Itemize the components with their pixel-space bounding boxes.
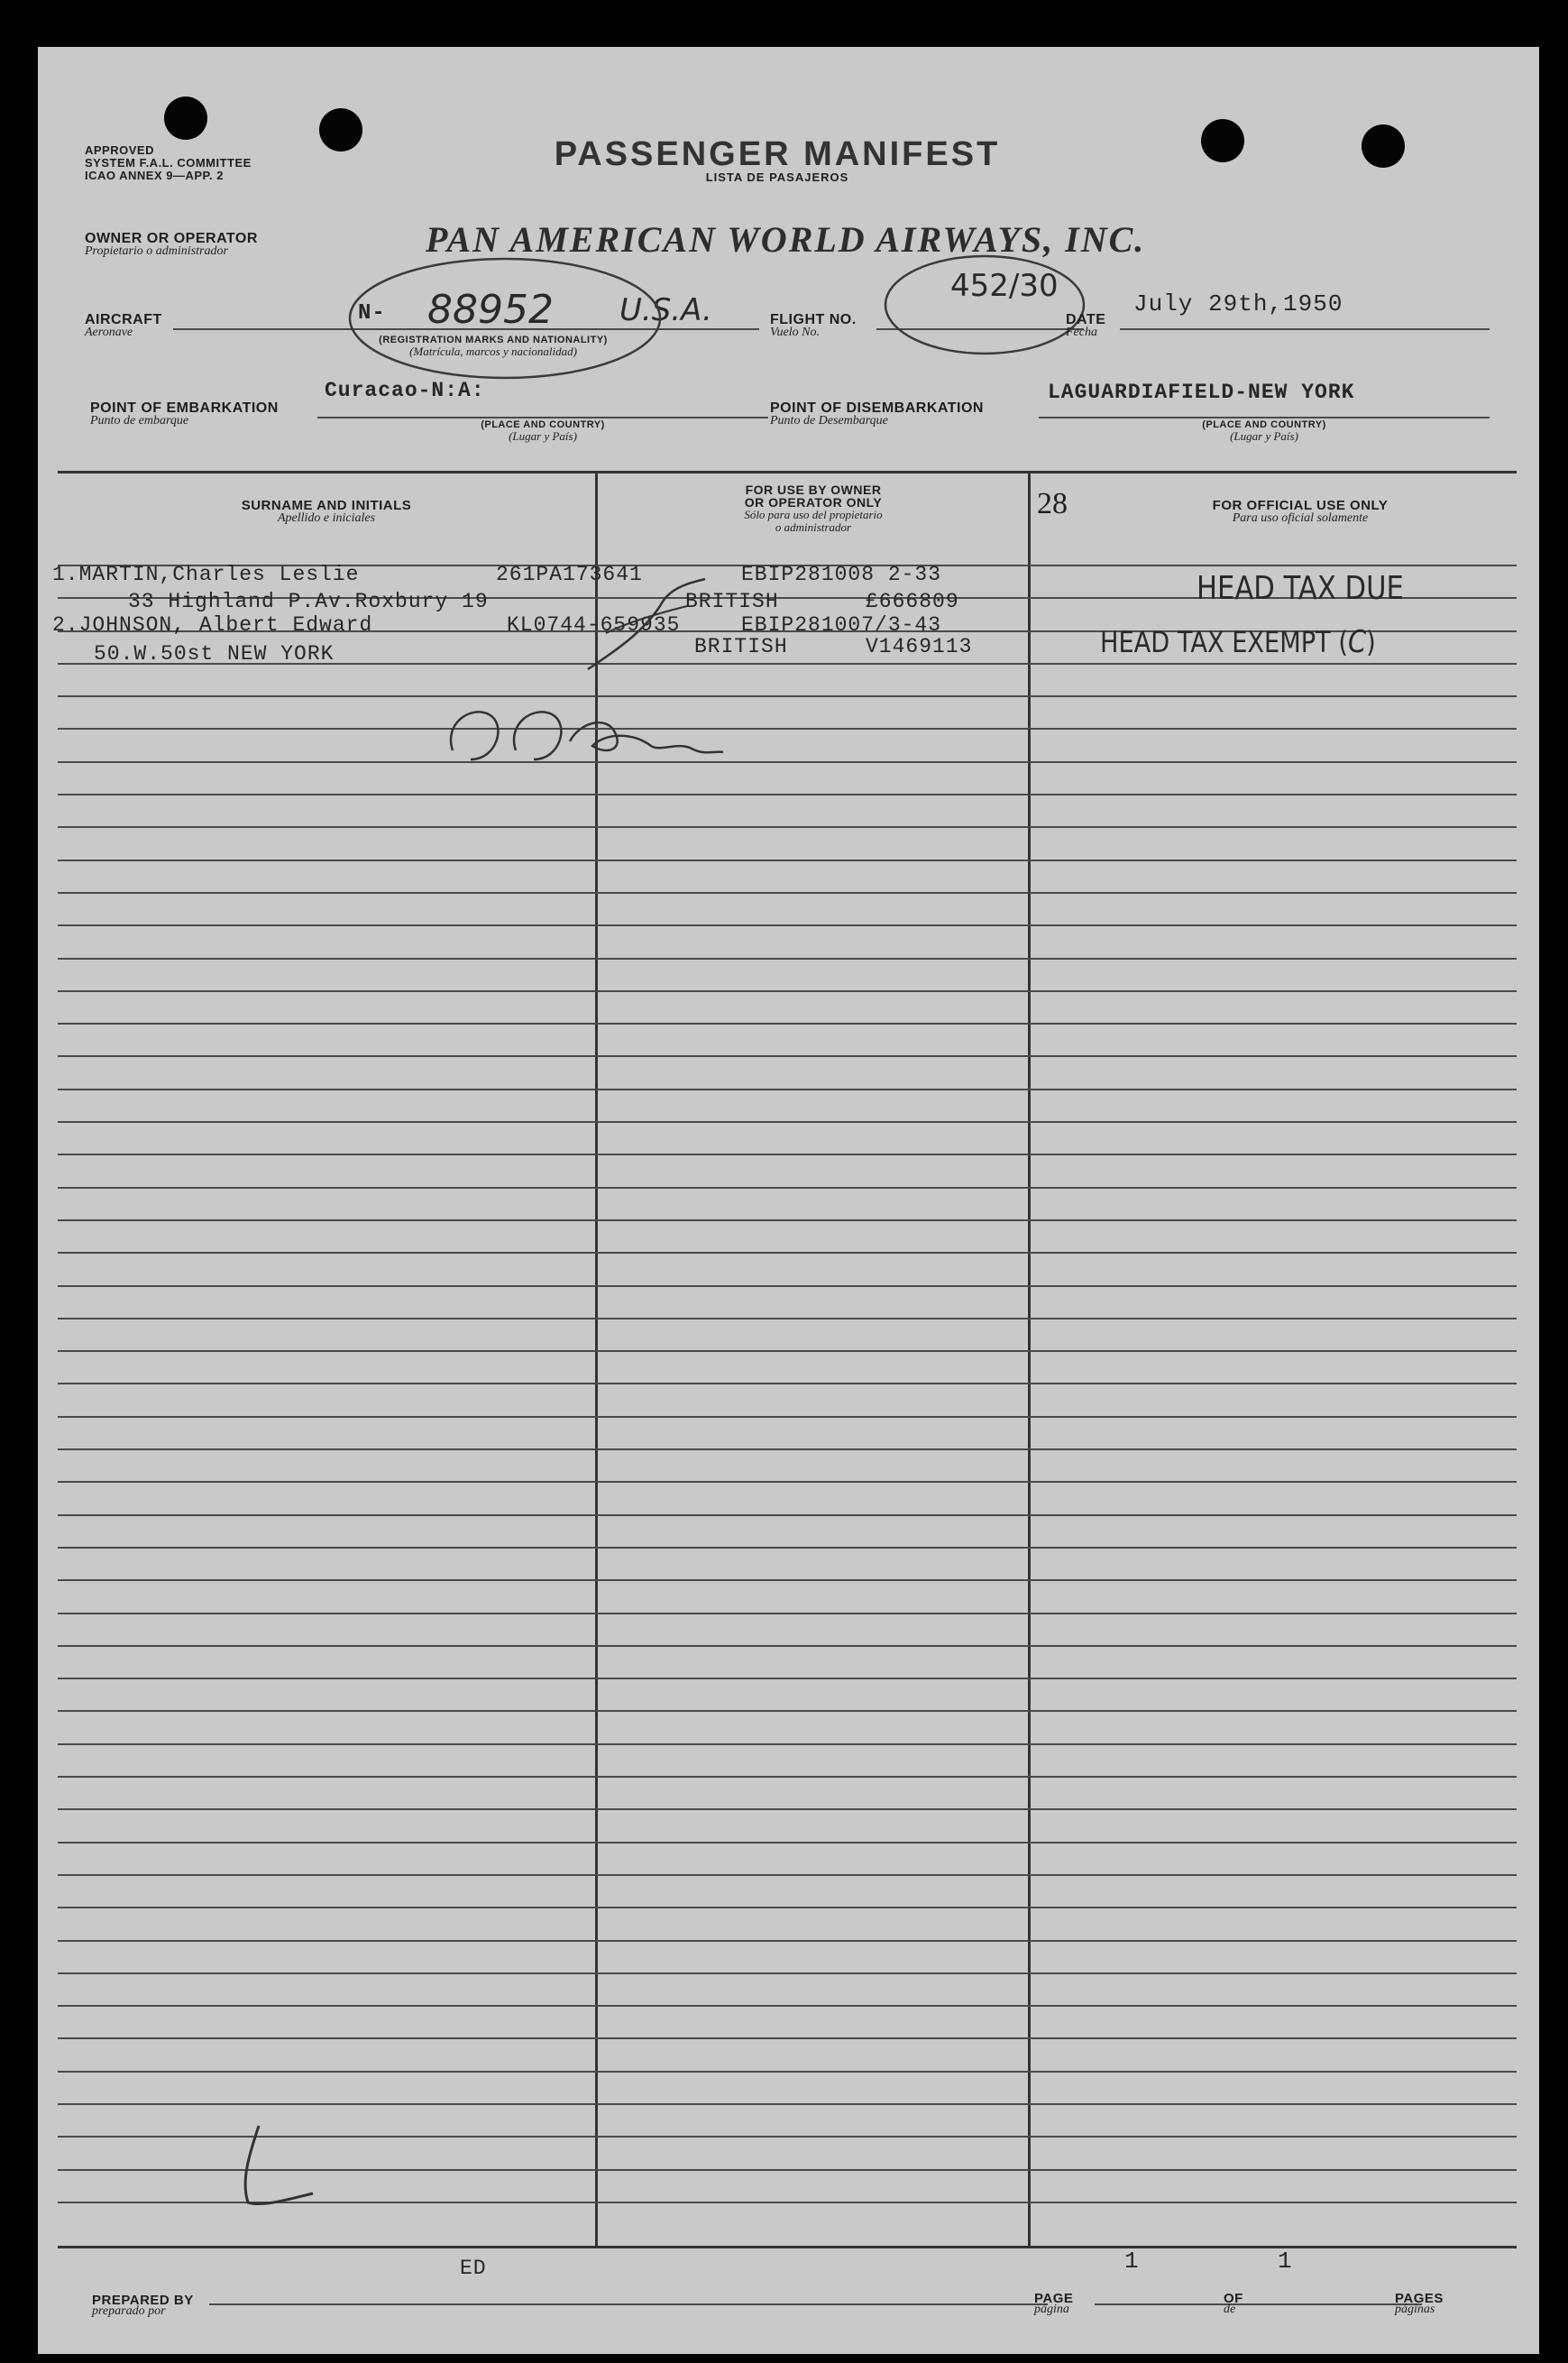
ruled-line xyxy=(58,990,1517,992)
ruled-line xyxy=(58,1219,1517,1221)
flight-circle xyxy=(881,251,1088,359)
prepared-by-underline xyxy=(209,2303,1048,2305)
pages-label-sub: páginas xyxy=(1395,2303,1435,2316)
surname-column-header xyxy=(74,498,579,526)
passenger-2-ticket: KL0744-659935 xyxy=(507,613,681,637)
column-divider-2 xyxy=(1028,473,1031,2246)
page-label: PAGE xyxy=(1034,2291,1074,2306)
ruled-line xyxy=(58,1350,1517,1352)
prepared-by-initials: ED xyxy=(460,2257,487,2280)
flight-label: FLIGHT NO. xyxy=(770,312,857,327)
embarkation-caption: (PLACE AND COUNTRY) xyxy=(481,419,605,430)
disembarkation-caption-sub: (Lugar y País) xyxy=(1230,429,1298,443)
official-column-header xyxy=(1102,498,1499,526)
pages-label-block xyxy=(1395,2291,1444,2317)
head-tax-exempt-stamp xyxy=(1100,624,1376,660)
official-column-number: 28 xyxy=(1037,487,1068,520)
of-label-block xyxy=(1224,2291,1243,2317)
owner-use-header-sub-1: Sólo para uso del propietario xyxy=(744,508,883,521)
punch-hole-left-1 xyxy=(164,97,207,140)
ruled-line xyxy=(58,1842,1517,1844)
ruled-line xyxy=(58,958,1517,960)
embarkation-caption-sub: (Lugar y País) xyxy=(509,429,577,443)
ruled-line xyxy=(58,1776,1517,1778)
head-tax-due-stamp: HEAD TAX DUE xyxy=(1197,570,1404,607)
passenger-2-nationality: BRITISH xyxy=(694,635,788,658)
ruled-line xyxy=(58,1187,1517,1189)
punch-hole-left-2 xyxy=(319,108,362,152)
title-block xyxy=(507,135,1048,184)
manifest-sheet xyxy=(38,47,1539,2354)
aircraft-label: AIRCRAFT xyxy=(85,312,162,327)
passenger-2-name: 2.JOHNSON, Albert Edward xyxy=(52,613,373,637)
passenger-2-address: 50.W.50st NEW YORK xyxy=(94,642,335,666)
ruled-line xyxy=(58,1023,1517,1025)
disembarkation-value: LAGUARDIAFIELD-NEW YORK xyxy=(1048,381,1355,404)
owner-value: PAN AMERICAN WORLD AIRWAYS, INC. xyxy=(426,219,1146,260)
disembarkation-caption-block xyxy=(1156,418,1372,444)
punch-hole-right-1 xyxy=(1201,119,1244,162)
ruled-line xyxy=(58,1383,1517,1384)
ruled-line xyxy=(58,1743,1517,1745)
prepared-by-label: PREPARED BY xyxy=(92,2293,194,2308)
page-label-sub: página xyxy=(1034,2303,1069,2316)
passenger-1-ticket: 261PA173641 xyxy=(496,563,643,586)
head-tax-exempt-mark: C xyxy=(1347,624,1367,660)
ruled-line xyxy=(58,1678,1517,1679)
ruled-line xyxy=(58,1252,1517,1254)
aircraft-caption-sub: (Matrícula, marcos y nacionalidad) xyxy=(409,345,577,358)
owner-label: OWNER OR OPERATOR xyxy=(85,231,258,246)
surname-header-sub: Apellido e iniciales xyxy=(277,511,376,525)
ruled-line xyxy=(58,1808,1517,1810)
ruled-line xyxy=(58,860,1517,861)
ruled-line xyxy=(58,1972,1517,1974)
ruled-line xyxy=(58,924,1517,926)
prepared-by-block xyxy=(92,2293,194,2319)
table-top-border xyxy=(58,471,1517,474)
date-value: July 29th,1950 xyxy=(1133,290,1343,317)
owner-label-sub: Propietario o administrador xyxy=(85,244,228,258)
ruled-line xyxy=(58,1710,1517,1712)
flight-label-sub: Vuelo No. xyxy=(770,326,820,339)
date-label: DATE xyxy=(1066,312,1106,327)
ruled-line xyxy=(58,794,1517,795)
date-label-sub: Fecha xyxy=(1066,326,1097,339)
ruled-line xyxy=(58,695,1517,697)
aircraft-registration: 88952 xyxy=(427,287,554,333)
page-title-sub: LISTA DE PASAJEROS xyxy=(705,170,849,184)
ruled-line xyxy=(58,1121,1517,1123)
ruled-line xyxy=(58,1940,1517,1942)
approved-block xyxy=(85,144,252,182)
date-underline xyxy=(1120,328,1490,330)
passenger-1-name: 1.MARTIN,Charles Leslie xyxy=(52,563,360,586)
ruled-line xyxy=(58,1613,1517,1614)
pages-label: PAGES xyxy=(1395,2291,1444,2306)
approved-line-2: SYSTEM F.A.L. COMMITTEE xyxy=(85,156,252,170)
passenger-2-number: V1469113 xyxy=(866,635,973,658)
aircraft-caption: (REGISTRATION MARKS AND NATIONALITY) xyxy=(379,335,608,345)
official-header-sub: Para uso oficial solamente xyxy=(1232,511,1369,525)
embarkation-label: POINT OF EMBARKATION xyxy=(90,400,279,416)
punch-hole-right-2 xyxy=(1362,124,1405,168)
ruled-line xyxy=(58,728,1517,730)
aircraft-circle xyxy=(343,251,667,386)
owner-label-block xyxy=(85,231,258,259)
owner-use-header-2: OR OPERATOR ONLY xyxy=(744,495,883,510)
ruled-line xyxy=(58,1547,1517,1549)
total-pages: 1 xyxy=(1278,2248,1293,2275)
embarkation-value: Curacao-N:A: xyxy=(325,379,485,402)
disembarkation-label-block xyxy=(770,400,984,428)
ruled-line xyxy=(58,1285,1517,1287)
passenger-1-number: £666809 xyxy=(866,590,959,613)
of-label-sub: de xyxy=(1224,2303,1236,2316)
ruled-line xyxy=(58,761,1517,763)
page-title: PASSENGER MANIFEST xyxy=(554,135,1001,173)
ruled-line xyxy=(58,1416,1517,1418)
table-bottom-border xyxy=(58,2246,1517,2248)
flight-number: 452/30 xyxy=(950,268,1059,304)
flight-label-block xyxy=(770,312,857,340)
prepared-by-sub: preparado por xyxy=(92,2304,166,2318)
official-header-label: FOR OFFICIAL USE ONLY xyxy=(1212,498,1389,513)
ruled-line xyxy=(58,1089,1517,1090)
approved-line-3: ICAO ANNEX 9—APP. 2 xyxy=(85,169,224,182)
ruled-line xyxy=(58,1874,1517,1876)
ruled-line xyxy=(58,2005,1517,2007)
passenger-2-passport: EBIP281007/3-43 xyxy=(741,613,942,637)
head-tax-exempt-close: ) xyxy=(1366,625,1376,659)
passenger-1-address: 33 Highland P.Av.Roxbury 19 xyxy=(128,590,489,613)
aircraft-label-block xyxy=(85,312,162,340)
owner-use-header-sub-2: o administrador xyxy=(775,520,852,534)
ruled-line xyxy=(58,1055,1517,1057)
page-label-block xyxy=(1034,2291,1073,2317)
embarkation-caption-block xyxy=(435,418,651,444)
of-label: OF xyxy=(1224,2291,1243,2306)
handwritten-mark-bottom xyxy=(223,2117,322,2216)
passenger-1-nationality: BRITISH xyxy=(685,590,779,613)
ruled-line xyxy=(58,1448,1517,1450)
ruled-line xyxy=(58,1514,1517,1516)
ruled-line xyxy=(58,2037,1517,2039)
disembarkation-label-sub: Punto de Desembarque xyxy=(770,414,888,428)
ruled-line xyxy=(58,1579,1517,1581)
aircraft-label-sub: Aeronave xyxy=(85,326,133,339)
handwritten-check-mark xyxy=(579,570,723,696)
owner-use-column-header xyxy=(601,483,1025,534)
ruled-line xyxy=(58,1645,1517,1647)
disembarkation-caption: (PLACE AND COUNTRY) xyxy=(1202,419,1326,430)
ruled-line xyxy=(58,2071,1517,2073)
page-number: 1 xyxy=(1124,2248,1140,2275)
head-tax-exempt-label: HEAD TAX EXEMPT ( xyxy=(1100,625,1348,659)
ruled-line xyxy=(58,1907,1517,1908)
aircraft-country: U.S.A. xyxy=(619,292,712,328)
date-label-block xyxy=(1066,312,1105,340)
approved-line-1: APPROVED xyxy=(85,143,154,157)
ruled-line xyxy=(58,1318,1517,1319)
embarkation-label-sub: Punto de embarque xyxy=(90,414,189,428)
ruled-line xyxy=(58,2103,1517,2105)
ruled-line xyxy=(58,826,1517,828)
ruled-line xyxy=(58,892,1517,894)
ruled-line xyxy=(58,1154,1517,1155)
aircraft-prefix: N- xyxy=(358,301,386,326)
passenger-1-passport: EBIP281008 2-33 xyxy=(741,563,942,586)
owner-use-header-1: FOR USE BY OWNER xyxy=(745,483,882,497)
disembarkation-label: POINT OF DISEMBARKATION xyxy=(770,400,984,416)
ruled-line xyxy=(58,1481,1517,1483)
surname-header-label: SURNAME AND INITIALS xyxy=(241,498,412,513)
embarkation-label-block xyxy=(90,400,279,428)
handwritten-signature xyxy=(435,678,732,777)
